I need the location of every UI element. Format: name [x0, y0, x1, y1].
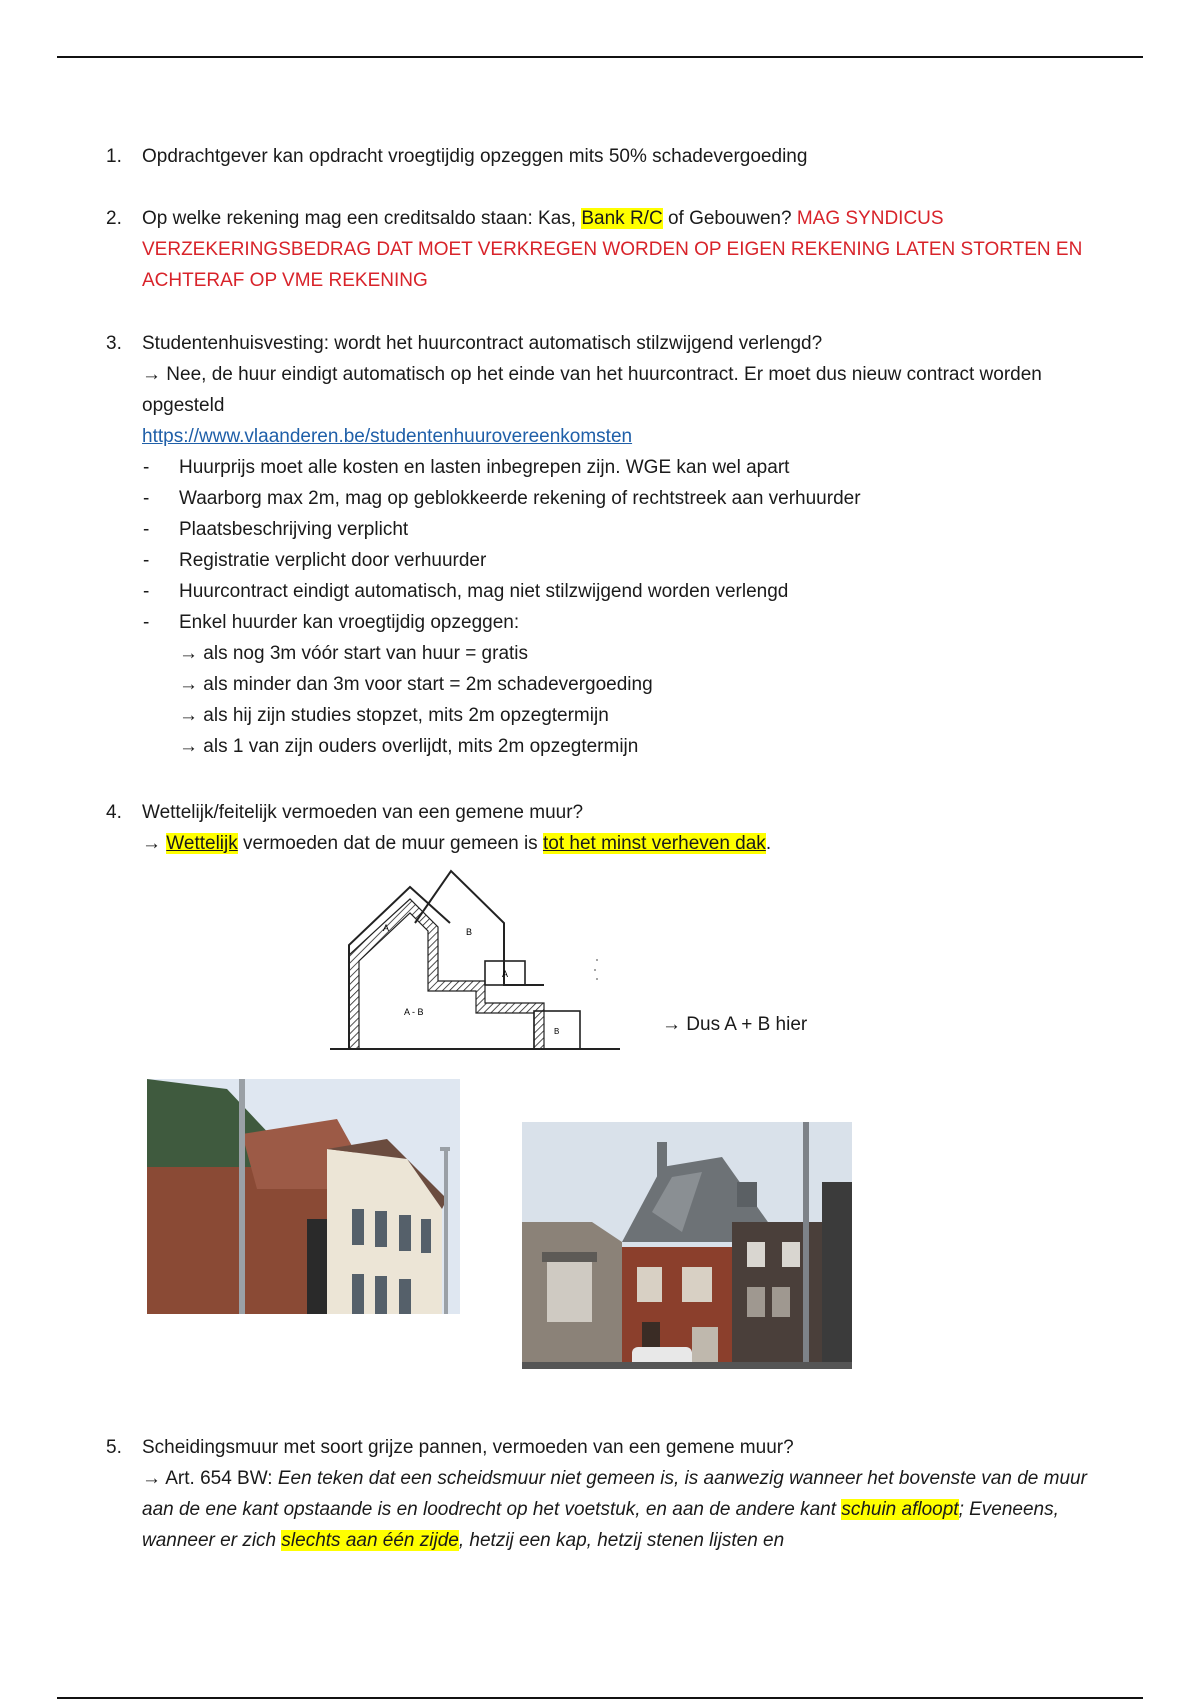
red-note: MAG SYNDICUS VERZEKERINGSBEDRAG DAT MOET VERKREGEN WORDEN OP EIGEN REKENING LATEN STORTEN EN ACHTERAF OP VME REKENING — [142, 208, 1083, 291]
label-a-top: A — [383, 923, 390, 933]
photo-street-houses — [522, 1122, 852, 1369]
list-item-3 — [106, 328, 1106, 762]
highlight-wettelijk: Wettelijk — [166, 833, 238, 854]
sub-point: → als nog 3m vóór start van huur = gratis — [179, 643, 529, 664]
highlight-minst-verheven-dak: tot het minst verheven dak — [542, 833, 766, 854]
item-number: 5. — [106, 1437, 122, 1458]
answer-end: . — [765, 833, 772, 854]
studentenhuur-link[interactable]: https://www.vlaanderen.be/studentenhuurovereenkomsten — [142, 426, 633, 447]
list-item-1 — [106, 141, 1106, 172]
quote-text: Een teken dat een scheidsmuur niet gemeen is, is aanwezig wanneer het bovenste van de muur aan de ene kant opstaande is en loodrecht op het voetstuk, en aan de andere kant — [142, 1468, 1087, 1520]
photo-brick-facade — [147, 1079, 460, 1314]
shared-wall — [349, 899, 544, 1049]
item-number: 2. — [106, 208, 122, 229]
item-number: 4. — [106, 802, 122, 823]
item-question — [142, 203, 1106, 296]
bullet-text: - Enkel huurder kan vroegtijdig opzeggen: — [179, 612, 520, 633]
header-rule — [57, 56, 1143, 58]
bullet-list — [106, 452, 1106, 762]
gemene-muur-diagram — [320, 865, 620, 1050]
arrow-text: → — [142, 833, 167, 854]
item-question: Studentenhuisvesting: wordt het huurcontract automatisch stilzwijgend verlengd? — [142, 333, 823, 354]
question-text: Op welke rekening mag een creditsaldo staan: Kas, — [142, 208, 582, 229]
item-answer — [142, 828, 1106, 859]
sub-point: → als minder dan 3m voor start = 2m schadevergoeding — [179, 674, 653, 695]
article-reference: → Art. 654 BW: — [142, 1468, 278, 1489]
bullet-item: - Waarborg max 2m, mag op geblokkeerde rekening of rechtstreek aan verhuurder — [106, 483, 1106, 514]
item-number: 3. — [106, 333, 122, 354]
quote-text: ; Eveneens, wanneer er zich — [142, 1499, 1059, 1551]
list-item-4 — [106, 797, 1106, 859]
item-number: 1. — [106, 146, 122, 167]
quote-text: , hetzij een kap, hetzij stenen lijsten en — [458, 1530, 785, 1551]
item-question: Wettelijk/feitelijk vermoeden van een gemene muur? — [142, 802, 584, 823]
item-text: Opdrachtgever kan opdracht vroegtijdig opzeggen mits 50% schadevergoeding — [142, 146, 808, 167]
label-b-small: B — [554, 1027, 560, 1036]
bullet-item: - Huurprijs moet alle kosten en lasten inbegrepen zijn. WGE kan wel apart — [106, 452, 1106, 483]
answer-text: vermoeden dat de muur gemeen is — [237, 833, 543, 854]
article-quote — [142, 1463, 1106, 1556]
list-item-2 — [106, 203, 1106, 296]
diagram-note: → Dus A + B hier — [662, 1014, 808, 1035]
label-a-small: A — [502, 969, 509, 979]
highlight-slechts-een-zijde: slechts aan één zijde — [281, 1530, 459, 1551]
footer-rule — [57, 1697, 1143, 1699]
label-b-top: B — [466, 927, 473, 937]
list-item-5 — [106, 1432, 1106, 1556]
highlight-schuin-afloopt: schuin afloopt — [841, 1499, 959, 1520]
question-text-end: of Gebouwen? — [662, 208, 797, 229]
sub-point: → als 1 van zijn ouders overlijdt, mits 2m opzegtermijn — [179, 736, 639, 757]
item-answer: → Nee, de huur eindigt automatisch op het einde van het huurcontract. Er moet dus nieuw contract worden opgesteld — [142, 364, 1042, 416]
bullet-item — [106, 607, 1106, 762]
item-question: Scheidingsmuur met soort grijze pannen, vermoeden van een gemene muur? — [142, 1437, 794, 1458]
bullet-item: - Registratie verplicht door verhuurder — [106, 545, 1106, 576]
sub-point: → als hij zijn studies stopzet, mits 2m opzegtermijn — [179, 705, 609, 726]
bullet-item: - Plaatsbeschrijving verplicht — [106, 514, 1106, 545]
label-ab: A - B — [404, 1007, 424, 1017]
highlight-bank-rc: Bank R/C — [581, 208, 663, 229]
bullet-item: - Huurcontract eindigt automatisch, mag niet stilzwijgend worden verlengd — [106, 576, 1106, 607]
